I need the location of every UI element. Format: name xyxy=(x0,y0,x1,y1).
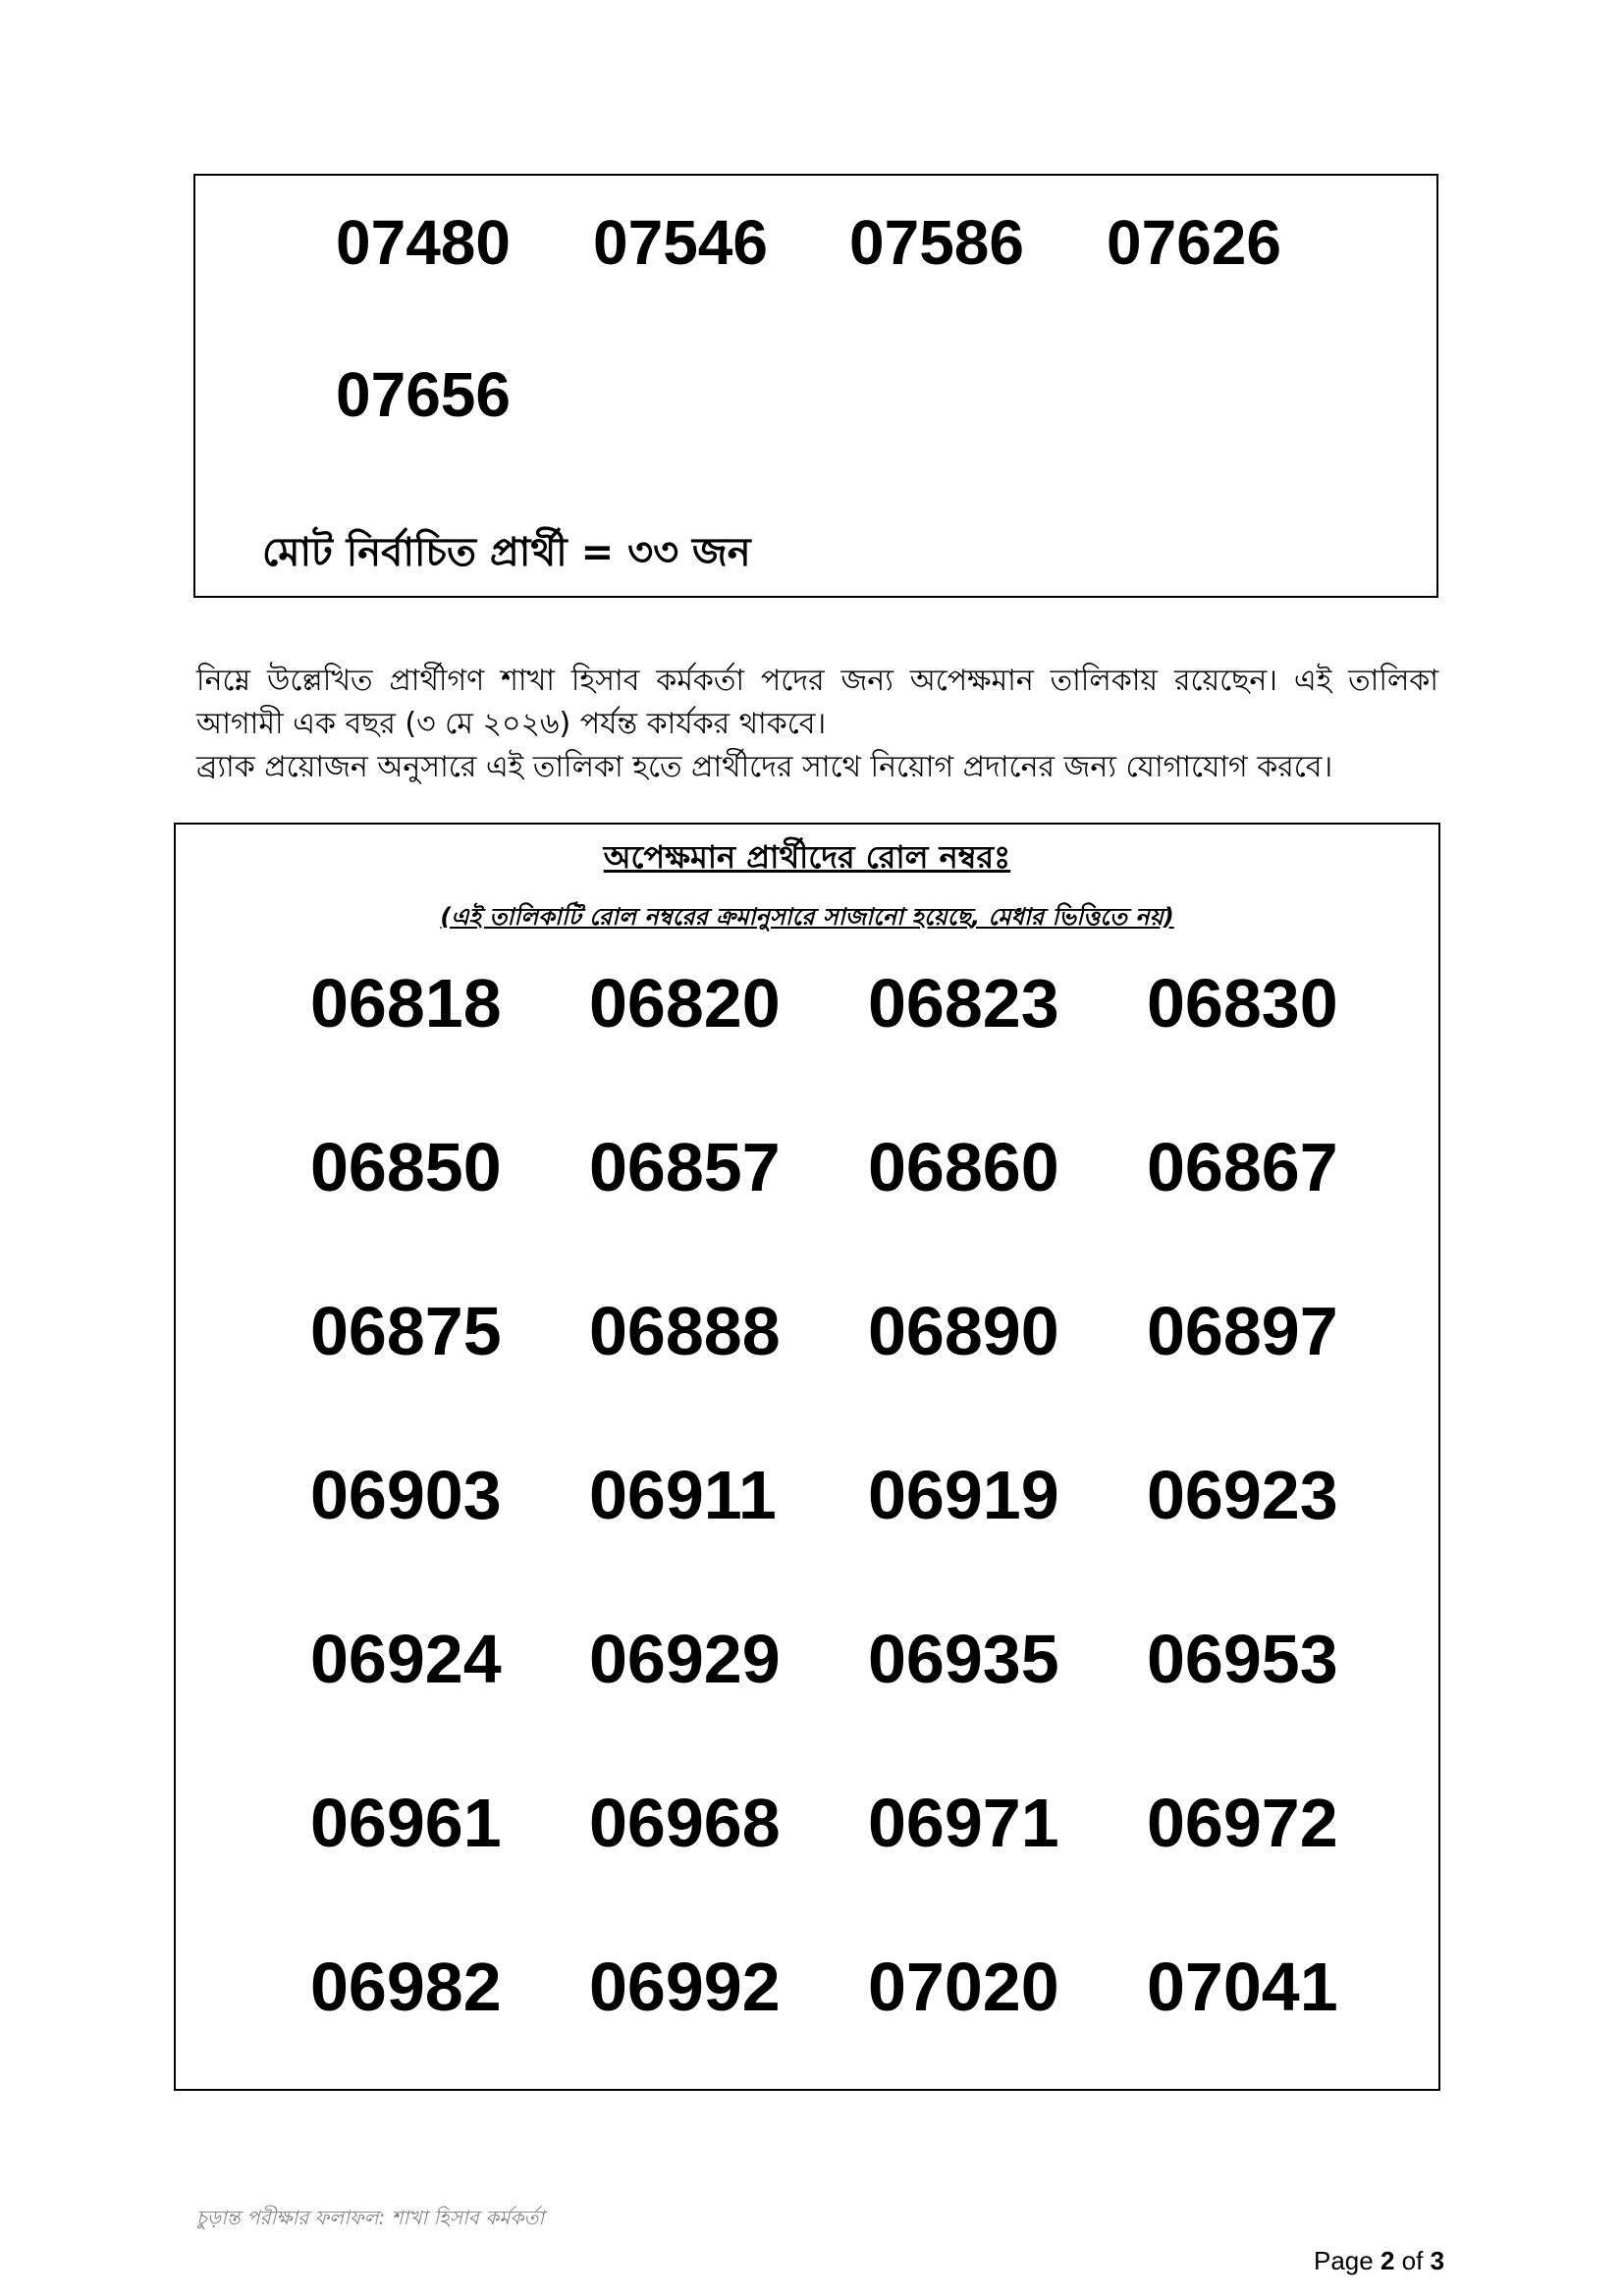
waiting-roll: 06850 xyxy=(310,1129,502,1205)
waiting-roll: 06818 xyxy=(310,965,502,1041)
footer-document-title: চুড়ান্ত পরীক্ষার ফলাফল: শাখা হিসাব কর্মকর্তা xyxy=(196,2206,545,2229)
selected-candidates-box xyxy=(193,174,1438,598)
notice-line-2: ব্র্যাক প্রয়োজন অনুসারে এই তালিকা হতে প্রার্থীদের সাথে নিয়োগ প্রদানের জন্য যোগাযোগ করবে। xyxy=(196,750,1333,784)
waiting-roll: 06935 xyxy=(868,1621,1059,1697)
waiting-roll: 06972 xyxy=(1147,1785,1338,1861)
waiting-roll: 06923 xyxy=(1147,1457,1338,1533)
waiting-roll: 06924 xyxy=(310,1621,502,1697)
waiting-roll: 06961 xyxy=(310,1785,502,1861)
waiting-roll: 06929 xyxy=(589,1621,781,1697)
selected-roll: 07656 xyxy=(336,359,511,430)
waiting-roll: 06830 xyxy=(1147,965,1338,1041)
waiting-roll: 06982 xyxy=(310,1949,502,2025)
waiting-roll: 06875 xyxy=(310,1293,502,1369)
waiting-roll: 06888 xyxy=(589,1293,781,1369)
waiting-roll: 06968 xyxy=(589,1785,781,1861)
waiting-roll: 07020 xyxy=(868,1949,1059,2025)
waiting-roll: 06971 xyxy=(868,1785,1059,1861)
waiting-roll: 06953 xyxy=(1147,1621,1338,1697)
waiting-roll: 06820 xyxy=(589,965,781,1041)
waiting-roll: 06867 xyxy=(1147,1129,1338,1205)
page-number xyxy=(1314,2246,1444,2276)
page-current: 2 xyxy=(1380,2246,1395,2275)
waiting-roll: 06823 xyxy=(868,965,1059,1041)
selected-roll: 07480 xyxy=(336,207,511,278)
waiting-roll: 06857 xyxy=(589,1129,781,1205)
waiting-list-notice xyxy=(196,660,1438,789)
waiting-list-box xyxy=(174,823,1440,2091)
waiting-roll: 06919 xyxy=(868,1457,1059,1533)
waiting-roll: 06903 xyxy=(310,1457,502,1533)
waiting-roll: 06992 xyxy=(589,1949,781,2025)
waiting-roll: 07041 xyxy=(1147,1949,1338,2025)
waiting-roll: 06890 xyxy=(868,1293,1059,1369)
page-prefix: Page xyxy=(1314,2246,1380,2275)
waiting-roll: 06911 xyxy=(589,1457,777,1533)
page-of: of xyxy=(1394,2246,1431,2275)
page-total: 3 xyxy=(1430,2246,1445,2275)
waiting-list-heading: অপেক্ষমান প্রার্থীদের রোল নম্বরঃ xyxy=(603,838,1011,876)
total-selected-count: মোট নির্বাচিত প্রার্থী = ৩৩ জন xyxy=(262,530,751,575)
selected-roll: 07626 xyxy=(1107,207,1281,278)
selected-roll: 07546 xyxy=(593,207,768,278)
waiting-roll: 06897 xyxy=(1147,1293,1338,1369)
waiting-list-subheading: (এই তালিকাটি রোল নম্বরের ক্রমানুসারে সাজানো হয়েছে, মেধার ভিত্তিতে নয়) xyxy=(440,903,1174,931)
waiting-roll: 06860 xyxy=(868,1129,1059,1205)
notice-line-1: নিম্নে উল্লেখিত প্রার্থীগণ শাখা হিসাব কর্মকর্তা পদের জন্য অপেক্ষমান তালিকায় রয়েছেন। এই তালিকা আগামী এক বছর (৩ মে ২০২৬) পর্যন্ত কার্যকর থাকবে। xyxy=(196,664,1438,741)
selected-roll: 07586 xyxy=(849,207,1024,278)
